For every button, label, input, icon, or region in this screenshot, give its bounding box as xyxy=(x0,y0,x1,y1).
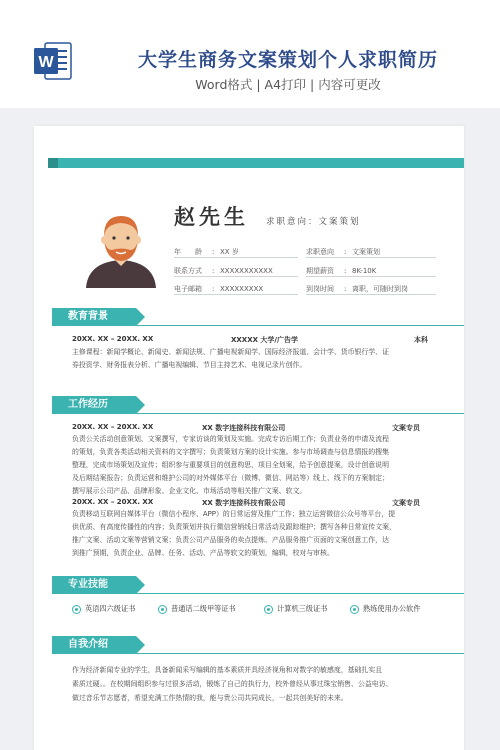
section-divider xyxy=(52,653,464,654)
info-phone: 联系方式 : XXXXXXXXXXX xyxy=(174,267,273,275)
candidate-name: 赵先生 xyxy=(174,205,249,229)
info-salary: 期望薪资 : 8K-10K xyxy=(306,267,377,275)
edu-degree: 本科 xyxy=(414,336,428,344)
job-company: XX 数字连接科技有限公司 xyxy=(202,424,286,432)
info-divider xyxy=(306,257,436,258)
edu-period: 20XX. XX – 20XX. XX xyxy=(72,335,154,343)
job-company: XX 数字连接科技有限公司 xyxy=(202,499,286,507)
badge-icon xyxy=(158,605,167,614)
section-work xyxy=(52,396,464,414)
document-subtitle: Word格式 | A4打印 | 内容可更改 xyxy=(195,77,381,92)
svg-text:W: W xyxy=(38,54,54,71)
job-period: 20XX. XX – 20XX. XX xyxy=(72,423,154,431)
section-education xyxy=(52,308,464,326)
page-header xyxy=(0,0,500,108)
info-divider xyxy=(306,276,436,277)
edu-courses: 主修课程：新闻学概论、新闻史、新闻法规、广播电视新闻学、国际经济报道、会计学、货币银行学、证 券投资学、财务报表分析、广播电视编辑、节目主持艺术、电视记录片创作。 xyxy=(72,348,389,369)
self-introduction: 作为经济新闻专业的学生，具备新闻采写编辑的基本素质并具经济视角和对数字的敏感度，基础扎实且 素质过硬。。在校期间组织参与过很多活动，锻炼了自己的执行力，校外曾经从事过珠宝销售、公益电访、 做过音乐节志愿者，希望充满工作热情的我，能与贵公司共同成长，一起共创美好的未来。 xyxy=(72,666,393,702)
skill-item: 计算机三级证书 xyxy=(264,604,327,614)
info-intent: 求职意向 : 文案策划 xyxy=(306,248,380,256)
job-role: 文案专员 xyxy=(392,424,420,432)
job-period: 20XX. XX – 20XX. XX xyxy=(72,498,154,506)
skill-item: 英语四六级证书 xyxy=(72,604,135,614)
resume-paper xyxy=(34,126,464,750)
edu-school: XXXXX 大学/广告学 xyxy=(231,336,298,344)
top-accent-bar xyxy=(48,158,464,168)
skill-item: 普通话二级甲等证书 xyxy=(158,604,236,614)
job-description: 负责移动互联网自媒体平台（微信小程序、APP）的日常运营及推广工作；独立运营微信公众号等平台，提 供优质、有高度传播性的内容；负责策划并执行微信营销线日常活动及跟踪维护；撰写各种日常宣传文案， 推广文案、活动文案等营销文案；负责公司产品服务的卖点提炼、产品服务推广页面的文案创意工作，达 到推广预期，负责企业、品牌、任务、活动、产品等软文的策划，编辑，校对与审核。 xyxy=(72,510,396,557)
info-divider xyxy=(174,257,298,258)
skill-item: 熟练使用办公软件 xyxy=(350,604,421,614)
section-about xyxy=(52,636,464,654)
document-title: 大学生商务文案策划个人求职简历 xyxy=(137,49,438,71)
word-doc-icon xyxy=(33,41,73,81)
badge-icon xyxy=(350,605,359,614)
info-age: 年 龄 : XX 岁 xyxy=(174,248,239,256)
info-divider xyxy=(174,294,298,295)
job-role: 文案专员 xyxy=(392,499,420,507)
badge-icon xyxy=(264,605,273,614)
section-skills xyxy=(52,576,464,594)
section-title-education: 教育背景 xyxy=(52,308,136,326)
info-divider xyxy=(306,294,436,295)
job-description: 负责公关活动创意策划、文案撰写，专家访谈的策划及实施。完成专访后期工作；负责业务的申请及流程 的策划，负责各类活动相关资料的文字撰写；负责策划方案的设计实施。参与市场调查与信息情报的搜集 整理，完成市场策划及宣传；组织参与重要项目的创意构思，项目全划案，给予创意提案，设计创意说明 及后期结案报告；负责运营和维护公司的对外媒体平台（微博、微信、网站等）线上、线下的方案制定； 撰写展示公司产品、品牌形象、企业文化、市场活动等相关推广文案、软文。 xyxy=(72,435,389,495)
job-intent-heading: 求职意向：文案策划 xyxy=(266,217,361,227)
badge-icon xyxy=(72,605,81,614)
section-divider xyxy=(52,413,464,414)
section-divider xyxy=(52,593,464,594)
section-title-work: 工作经历 xyxy=(52,396,136,414)
info-email: 电子邮箱 : XXXXXXXXX xyxy=(174,285,264,293)
section-title-skills: 专业技能 xyxy=(52,576,136,594)
section-divider xyxy=(52,325,464,326)
info-start: 到岗时间 : 离职，可随时到岗 xyxy=(306,285,408,293)
section-title-about: 自我介绍 xyxy=(52,636,136,654)
avatar xyxy=(82,206,160,288)
info-divider xyxy=(174,276,298,277)
